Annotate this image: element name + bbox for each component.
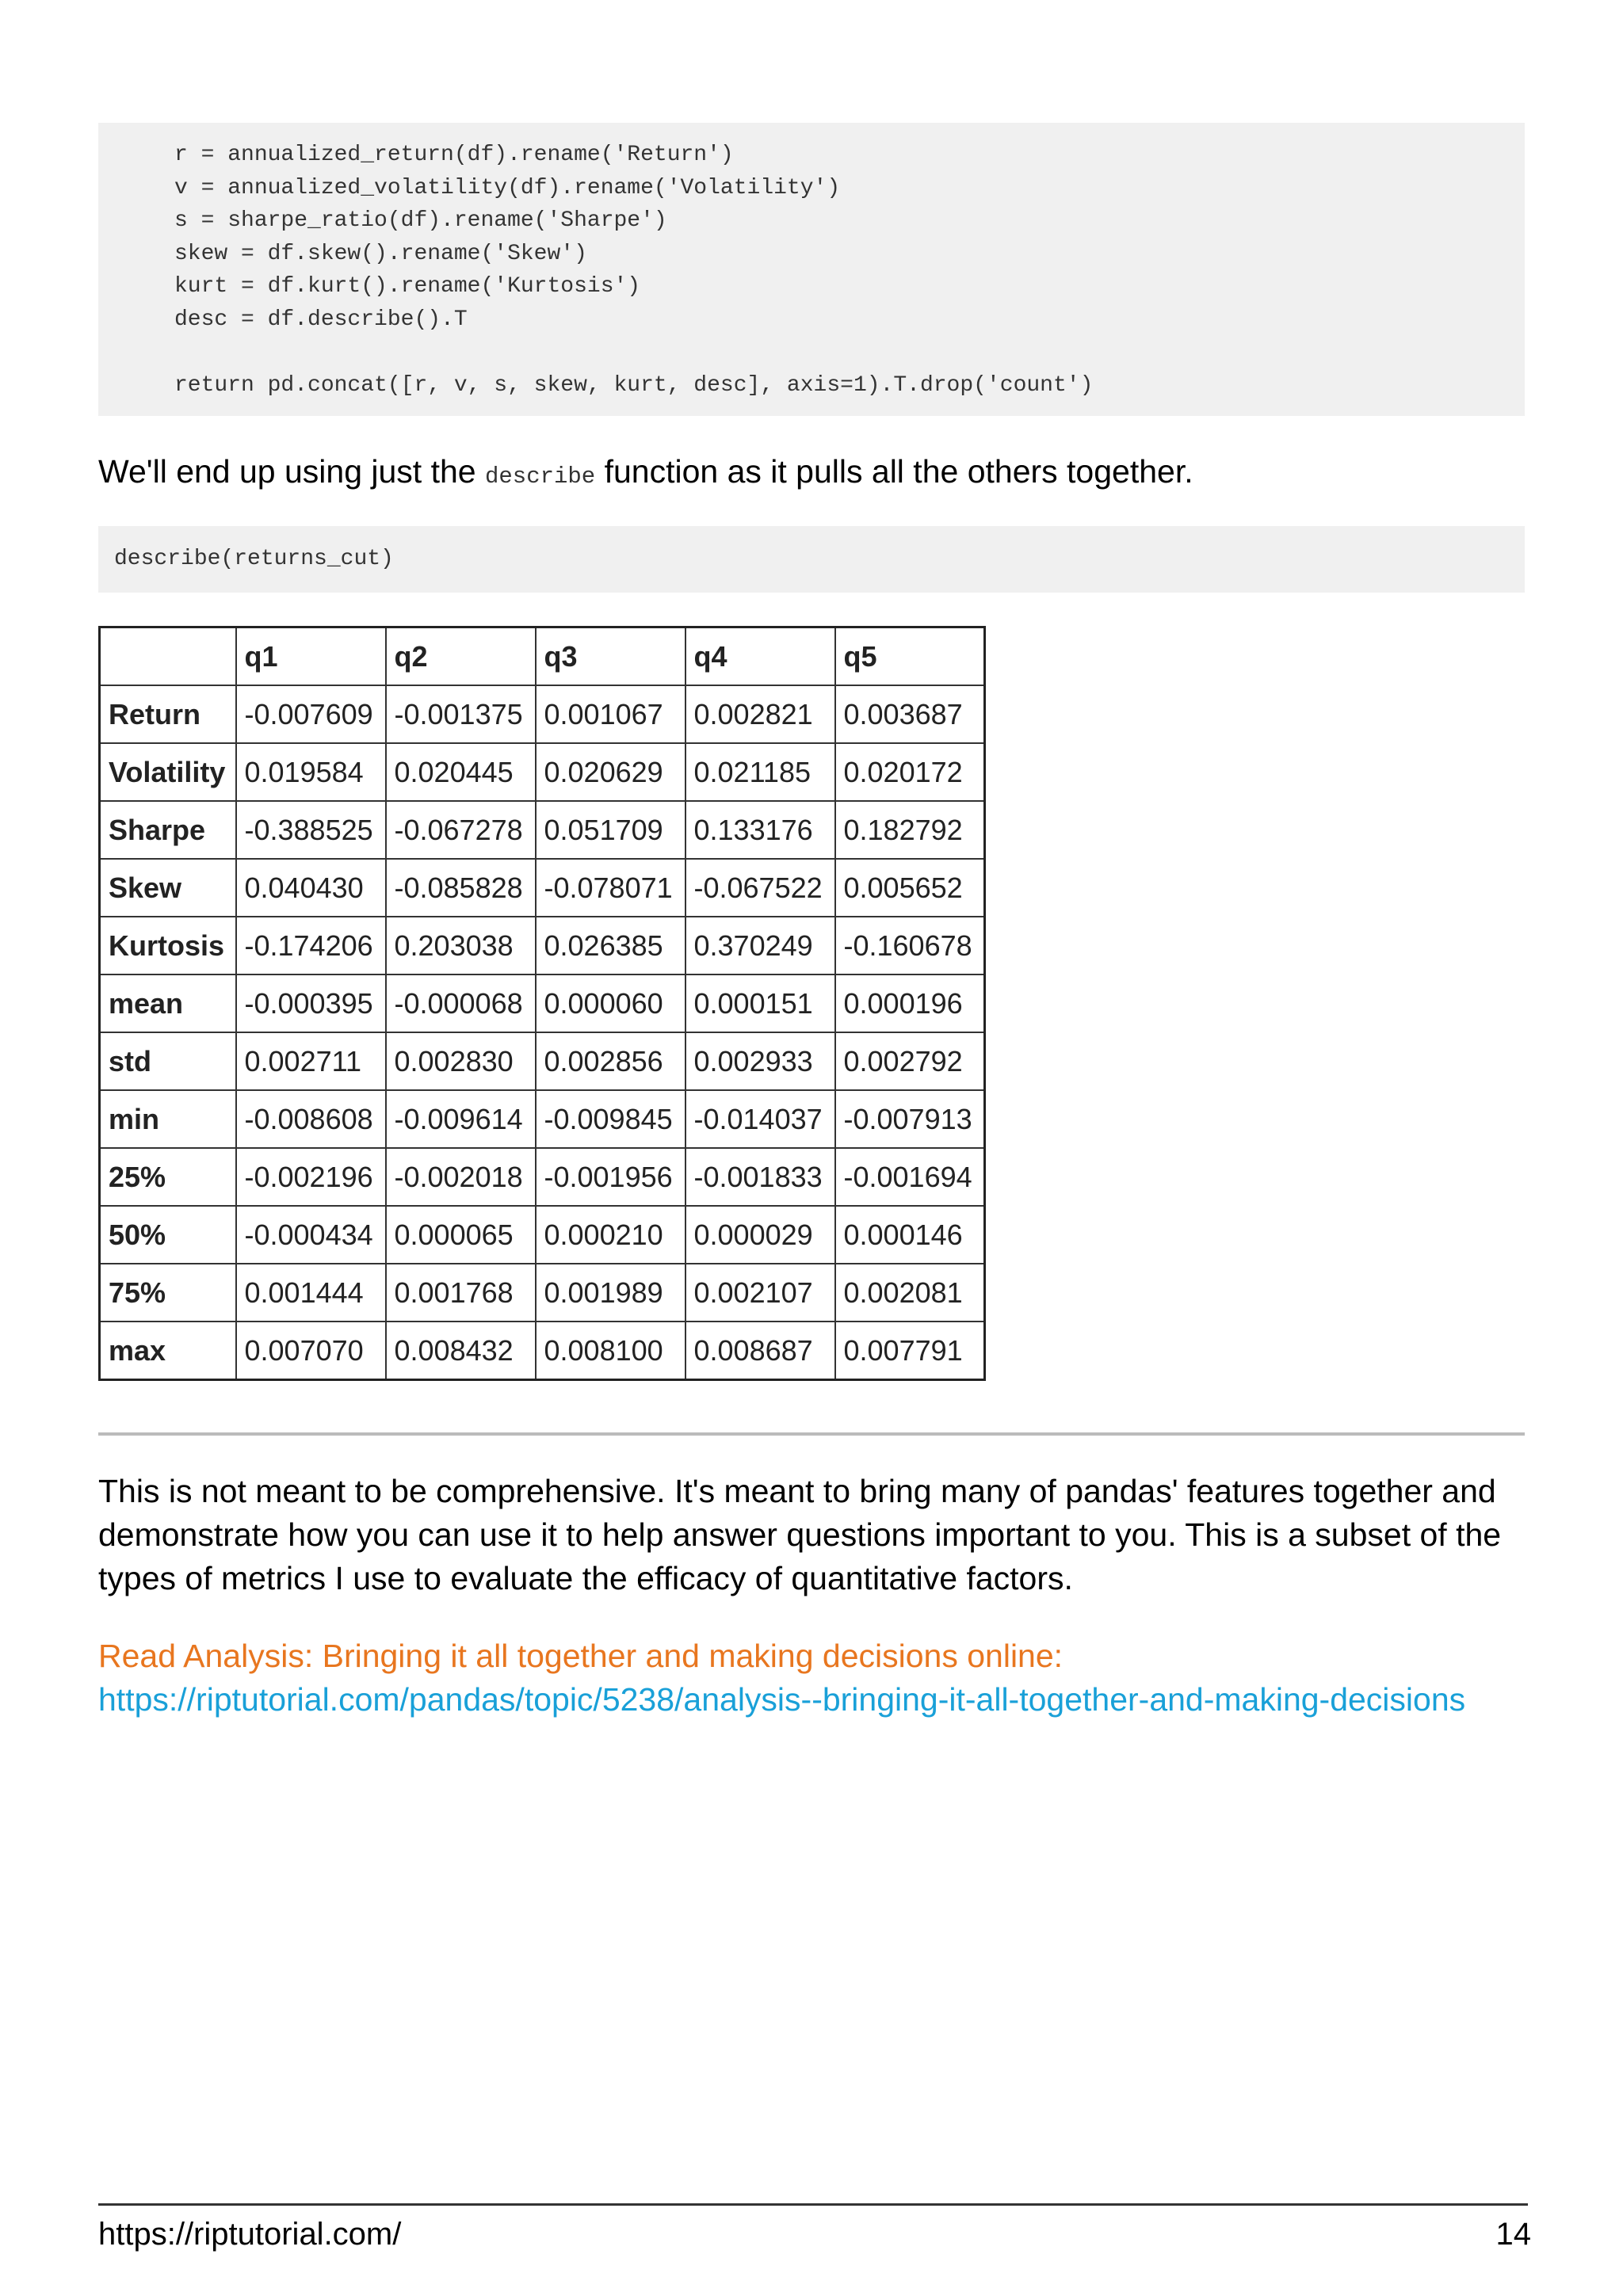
table-cell: -0.174206 <box>236 917 386 974</box>
table-cell: 0.007791 <box>835 1322 985 1380</box>
table-cell: 0.020445 <box>386 743 536 801</box>
table-row <box>100 1032 985 1090</box>
table-cell: 0.008687 <box>685 1322 835 1380</box>
table-cell: 0.040430 <box>236 859 386 917</box>
row-label: Kurtosis <box>100 917 236 974</box>
table-cell: -0.007609 <box>236 685 386 743</box>
table-cell: -0.008608 <box>236 1090 386 1148</box>
table-cell: 0.008100 <box>536 1322 685 1380</box>
table-cell: 0.002792 <box>835 1032 985 1090</box>
table-cell: 0.000029 <box>685 1206 835 1264</box>
table-cell: 0.000146 <box>835 1206 985 1264</box>
table-cell: 0.007070 <box>236 1322 386 1380</box>
read-online-title: Read Analysis: Bringing it all together and making decisions online: <box>98 1638 1064 1674</box>
table-row <box>100 1090 985 1148</box>
table-cell: 0.021185 <box>685 743 835 801</box>
paragraph-summary: This is not meant to be comprehensive. It's meant to bring many of pandas' features together and demonstrate how you can use it to help answer questions important to you. This is a subset of the types of metrics I use to evaluate the efficacy of quantitative factors. <box>98 1473 1502 1596</box>
table-cell: 0.002711 <box>236 1032 386 1090</box>
table-cell: 0.182792 <box>835 801 985 859</box>
table-row <box>100 1264 985 1322</box>
table-cell: -0.001694 <box>835 1148 985 1206</box>
table-cell: -0.002196 <box>236 1148 386 1206</box>
row-label: 50% <box>100 1206 236 1264</box>
table-cell: 0.002830 <box>386 1032 536 1090</box>
table-cell: -0.160678 <box>835 917 985 974</box>
row-label: 75% <box>100 1264 236 1322</box>
table-cell: 0.026385 <box>536 917 685 974</box>
table-cell: 0.020172 <box>835 743 985 801</box>
read-online-block <box>98 1634 1465 1722</box>
row-label: mean <box>100 974 236 1032</box>
table-row <box>100 685 985 743</box>
table-row <box>100 1206 985 1264</box>
table-cell: 0.000060 <box>536 974 685 1032</box>
table-cell: 0.001444 <box>236 1264 386 1322</box>
code-block-describe-call <box>98 526 1525 593</box>
table-cell: 0.002856 <box>536 1032 685 1090</box>
row-label: Return <box>100 685 236 743</box>
table-cell: 0.000210 <box>536 1206 685 1264</box>
read-online-link[interactable]: https://riptutorial.com/pandas/topic/5238/analysis--bringing-it-all-together-and-making-decisions <box>98 1681 1466 1718</box>
table-body <box>100 685 985 1380</box>
table-cell: 0.002933 <box>685 1032 835 1090</box>
table-cell: 0.000151 <box>685 974 835 1032</box>
row-label: std <box>100 1032 236 1090</box>
paragraph-text: function as it pulls all the others together. <box>595 453 1193 490</box>
code-line: return pd.concat([r, v, s, skew, kurt, desc], axis=1).T.drop('count') <box>174 372 1094 398</box>
table-cell: -0.002018 <box>386 1148 536 1206</box>
row-label: 25% <box>100 1148 236 1206</box>
table-cell: 0.000065 <box>386 1206 536 1264</box>
table-cell: 0.002107 <box>685 1264 835 1322</box>
table-cell: 0.000196 <box>835 974 985 1032</box>
row-label: min <box>100 1090 236 1148</box>
table-cell: -0.001375 <box>386 685 536 743</box>
footer-site-url[interactable]: https://riptutorial.com/ <box>98 2217 402 2252</box>
code-line <box>174 336 1525 369</box>
table-cell: -0.001833 <box>685 1148 835 1206</box>
footer-page-number: 14 <box>1495 2217 1531 2252</box>
code-block-annualized-metrics <box>98 123 1525 416</box>
code-line: skew = df.skew().rename('Skew') <box>174 241 587 266</box>
table-row <box>100 743 985 801</box>
footer-divider <box>98 2203 1528 2206</box>
table-cell: 0.133176 <box>685 801 835 859</box>
table-cell: -0.014037 <box>685 1090 835 1148</box>
table-cell: -0.000068 <box>386 974 536 1032</box>
table-header-cell <box>100 627 236 686</box>
table-cell: 0.003687 <box>835 685 985 743</box>
table-row <box>100 917 985 974</box>
table-cell: 0.020629 <box>536 743 685 801</box>
table-row <box>100 1322 985 1380</box>
table-cell: 0.019584 <box>236 743 386 801</box>
table-cell: 0.001067 <box>536 685 685 743</box>
table-cell: -0.007913 <box>835 1090 985 1148</box>
table-cell: 0.001768 <box>386 1264 536 1322</box>
table-row <box>100 1148 985 1206</box>
table-header-cell: q4 <box>685 627 835 686</box>
row-label: Sharpe <box>100 801 236 859</box>
table-cell: 0.203038 <box>386 917 536 974</box>
table-cell: 0.005652 <box>835 859 985 917</box>
table-cell: -0.009614 <box>386 1090 536 1148</box>
table-cell: -0.000395 <box>236 974 386 1032</box>
table-cell: -0.388525 <box>236 801 386 859</box>
code-line: s = sharpe_ratio(df).rename('Sharpe') <box>174 208 667 233</box>
code-line: kurt = df.kurt().rename('Kurtosis') <box>174 274 641 299</box>
table-cell: -0.085828 <box>386 859 536 917</box>
section-divider <box>98 1432 1525 1436</box>
describe-output-table <box>98 626 986 1381</box>
table-cell: -0.000434 <box>236 1206 386 1264</box>
row-label: max <box>100 1322 236 1380</box>
table-cell: -0.078071 <box>536 859 685 917</box>
paragraph-describe-intro <box>98 450 1541 498</box>
table-row <box>100 859 985 917</box>
table-cell: 0.002081 <box>835 1264 985 1322</box>
table-cell: 0.008432 <box>386 1322 536 1380</box>
code-line: v = annualized_volatility(df).rename('Volatility') <box>174 175 841 200</box>
table-header-cell: q2 <box>386 627 536 686</box>
table-header-cell: q3 <box>536 627 685 686</box>
table-cell: -0.067522 <box>685 859 835 917</box>
code-line: r = annualized_return(df).rename('Return') <box>174 143 734 167</box>
table-cell: -0.009845 <box>536 1090 685 1148</box>
table-header-cell: q5 <box>835 627 985 686</box>
code-line: desc = df.describe().T <box>174 307 468 332</box>
table-row <box>100 801 985 859</box>
table-cell: 0.001989 <box>536 1264 685 1322</box>
row-label: Skew <box>100 859 236 917</box>
paragraph-text: We'll end up using just the <box>98 453 485 490</box>
row-label: Volatility <box>100 743 236 801</box>
table-cell: 0.370249 <box>685 917 835 974</box>
table-cell: -0.001956 <box>536 1148 685 1206</box>
code-line: describe(returns_cut) <box>114 547 394 571</box>
table-header-row <box>100 627 985 686</box>
inline-code-describe: describe <box>484 463 596 490</box>
table-cell: 0.002821 <box>685 685 835 743</box>
table-cell: 0.051709 <box>536 801 685 859</box>
table-header-cell: q1 <box>236 627 386 686</box>
table-row <box>100 974 985 1032</box>
table-cell: -0.067278 <box>386 801 536 859</box>
stats-table <box>98 626 986 1381</box>
